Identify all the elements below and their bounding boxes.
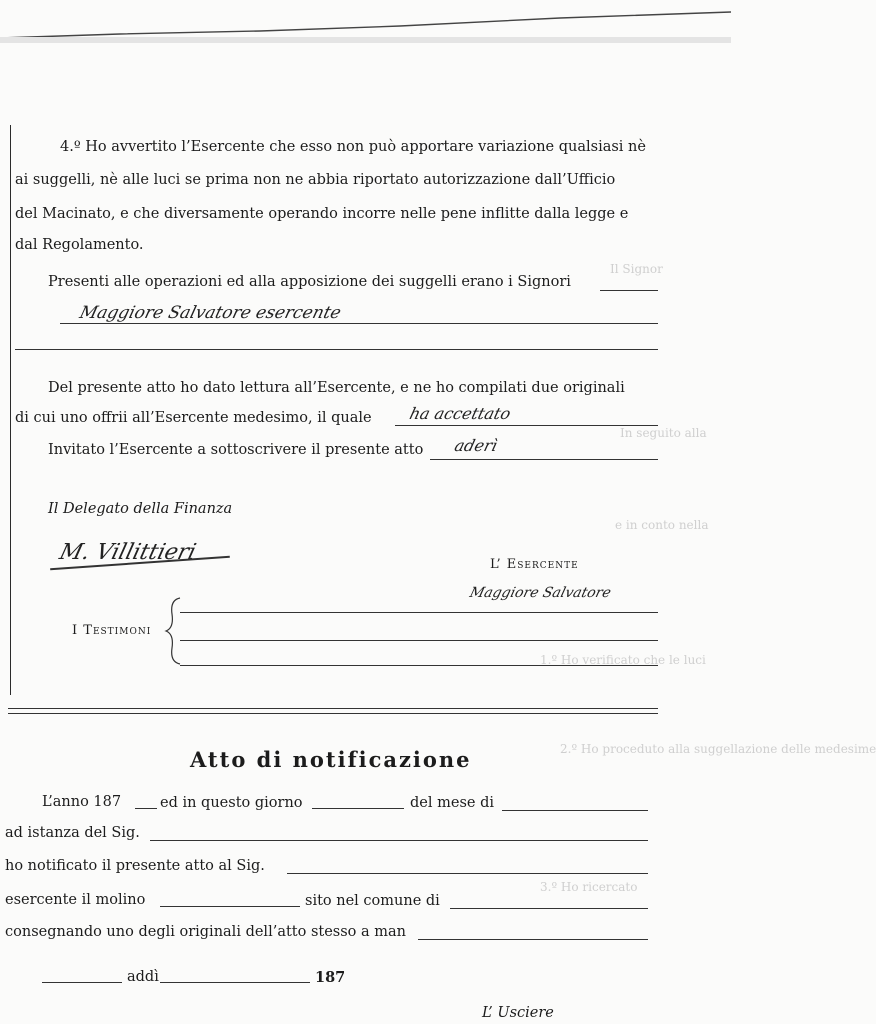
notifica-line: ed in questo giorno [160,795,303,811]
fill-line [430,459,658,460]
margin-line [10,125,11,695]
fill-line [502,810,648,811]
notifica-line: consegnando uno degli originali dell’atto stesso a man [5,924,407,940]
presenti-label: Presenti alle operazioni ed alla apposizione dei suggelli erano i Signori [48,274,571,290]
bleed-text: 3.º Ho ricercato [540,880,638,894]
clause-line: dal Regolamento. [15,237,144,253]
section-divider [8,708,658,714]
esercente-label: L’ Esercente [490,557,579,572]
testimoni-line [180,640,658,641]
fill-line [135,808,157,809]
notifica-line: esercente il molino [5,892,146,908]
fill-line [160,982,310,983]
lettura-line: Del presente atto ho dato lettura all’Esercente, e ne ho compilati due originali [48,380,625,396]
clause-line: del Macinato, e che diversamente operando incorre nelle pene inflitte dalla legge e [15,206,629,222]
fill-line [312,808,404,809]
fill-line [160,906,300,907]
lettura-line: Invitato l’Esercente a sottoscrivere il presente atto [48,442,424,458]
page-top-edge [0,0,731,60]
bleed-text: In seguito alla [620,426,707,440]
lettura-handwritten: aderì [452,436,500,455]
fill-line [450,908,648,909]
usciere-label: L’ Usciere [482,1005,554,1021]
fill-line [15,349,658,350]
presenti-handwritten: Maggiore Salvatore esercente [77,303,344,323]
clause-line: ai suggelli, nè alle luci se prima non ne abbia riportato autorizzazione dall’Ufficio [15,172,616,188]
bleed-text: 2.º Ho proceduto alla suggellazione delle medesime [560,742,876,756]
bleed-text: Il Signor [610,262,663,276]
notifica-line: sito nel comune di [305,893,440,909]
fill-line [60,323,658,324]
delegato-label: Il Delegato della Finanza [48,501,233,517]
esercente-signature: Maggiore Salvatore [468,585,613,601]
notifica-date-label: addì [127,969,159,985]
notifica-year: 187 [315,969,346,986]
lettura-line: di cui uno offrii all’Esercente medesimo, il quale [15,410,372,426]
testimoni-line [180,665,658,666]
testimoni-label: I Testimoni [72,623,152,638]
clause-line: 4.º Ho avvertito l’Esercente che esso non può apportare variazione qualsiasi nè [60,139,646,155]
bleed-text: e in conto nella [615,518,709,532]
testimoni-brace [164,596,184,666]
notifica-line: del mese di [410,795,494,811]
fill-line [600,290,658,291]
notifica-line: ho notificato il presente atto al Sig. [5,858,265,874]
fill-line [150,840,648,841]
fill-line [395,425,658,426]
notifica-line: L’anno 187 [42,794,122,810]
delegato-signature: M. Villittieri [56,540,199,565]
fill-line [287,873,648,874]
fill-line [418,939,648,940]
lettura-handwritten: ha accettato [407,404,513,423]
fill-line [42,982,122,983]
bleed-text: 1.º Ho verificato che le luci [540,653,706,667]
notifica-title: Atto di notificazione [190,747,472,772]
testimoni-line [180,612,658,613]
notifica-line: ad istanza del Sig. [5,825,140,841]
